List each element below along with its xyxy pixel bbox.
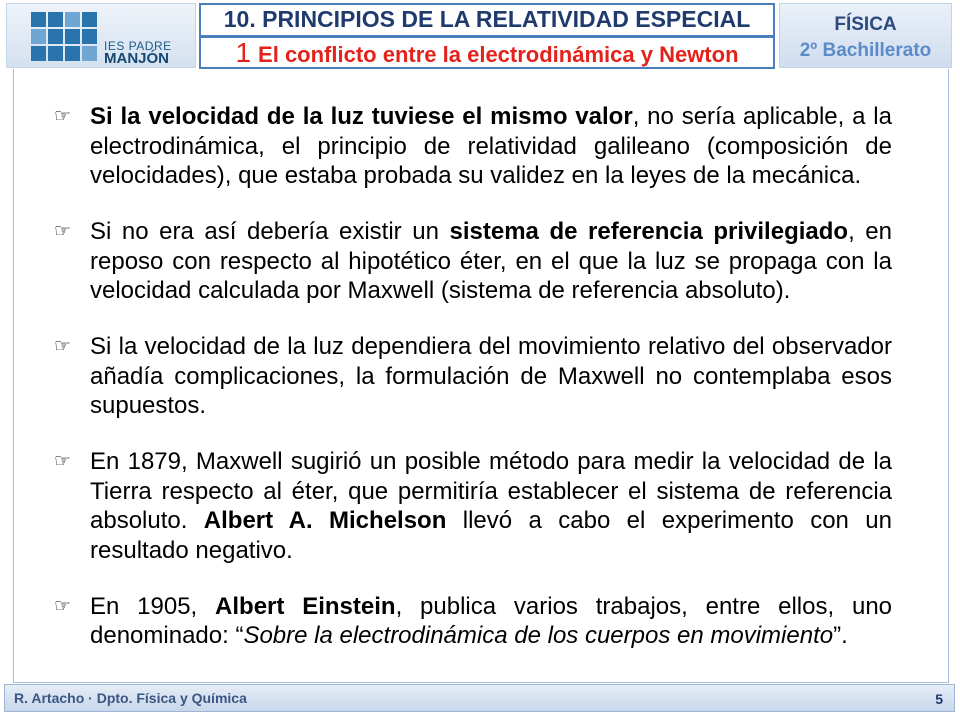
bullet-text: En 1879, Maxwell sugirió un posible método para medir la velocidad de la Tierra respecto al éter, que permitiría establecer el sistema de referencia absoluto. xyxy=(90,448,892,534)
section-title-box xyxy=(199,3,775,37)
bullet-text: Si la velocidad de la luz dependiera del movimiento relativo del observador añadía complicaciones, la formulación de Maxwell no contemplaba esos supuestos. xyxy=(90,333,892,419)
bullet-item xyxy=(90,592,892,651)
logo-square xyxy=(65,29,80,44)
bullet-text: ”. xyxy=(833,622,848,649)
bullet-text: , no sería aplicable, a la electrodinámica, el principio de relatividad galileano (composición de velocidades), que estaba probada su validez en la leyes de la mecánica. xyxy=(90,103,892,189)
logo-square xyxy=(65,12,80,27)
footer-bar xyxy=(4,684,955,712)
logo-text-line2: MANJÓN xyxy=(104,50,170,67)
logo-square xyxy=(65,46,80,61)
pointing-hand-icon xyxy=(54,332,71,362)
subject-badge xyxy=(779,3,952,68)
pointing-hand-icon xyxy=(54,102,71,132)
slide-body xyxy=(90,102,892,677)
logo-square xyxy=(31,46,46,61)
pointing-hand-icon xyxy=(54,592,71,622)
page-number: 5 xyxy=(935,691,943,707)
course-level: 2º Bachillerato xyxy=(799,40,932,61)
subsection-title: El conflicto entre la electrodinámica y Newton xyxy=(258,42,739,67)
bullet-text: , publica varios trabajos, entre ellos, uno denominado: “ xyxy=(90,592,893,649)
bullet-item xyxy=(90,102,892,191)
logo-mark xyxy=(7,4,107,68)
logo-square xyxy=(82,46,97,61)
subsection-number: 1 xyxy=(235,37,252,68)
pointing-hand-icon xyxy=(54,217,71,247)
bullet-text: Si no era así debería existir un xyxy=(90,218,450,245)
paper-title-text: Sobre la electrodinámica de los cuerpos en movimiento xyxy=(243,622,834,649)
logo-square xyxy=(48,12,63,27)
bullet-item xyxy=(90,217,892,306)
bullet-text: llevó a cabo el experimento con un resultado negativo. xyxy=(90,507,892,564)
emphasis-text: Albert Einstein xyxy=(215,592,396,620)
logo-square xyxy=(82,29,97,44)
logo-square xyxy=(48,29,63,44)
bullet-text: En 1905, xyxy=(90,592,216,620)
emphasis-text: Si la velocidad de la luz tuviese el mismo valor xyxy=(90,103,633,130)
section-title: 10. PRINCIPIOS DE LA RELATIVIDAD ESPECIAL xyxy=(223,6,751,32)
bullet-item xyxy=(90,447,892,565)
pointing-hand-icon xyxy=(54,447,71,477)
bullet-text: , en reposo con respecto al hipotético éter, en el que la luz se propaga con la velocidad calculada por Maxwell (sistema de referencia absoluto). xyxy=(90,218,892,304)
logo-text-line1: IES PADRE xyxy=(104,39,172,53)
bullet-item xyxy=(90,332,892,421)
logo-square xyxy=(48,46,63,61)
subsection-title-box xyxy=(199,36,775,69)
subject-name: FÍSICA xyxy=(834,14,897,35)
logo-square xyxy=(82,12,97,27)
emphasis-text: Albert A. Michelson xyxy=(203,507,447,534)
logo-square xyxy=(31,29,46,44)
logo-square xyxy=(31,12,46,27)
school-logo xyxy=(6,3,196,68)
footer-author: R. Artacho · Dpto. Física y Química xyxy=(14,690,247,706)
emphasis-text: sistema de referencia privilegiado xyxy=(449,218,849,245)
